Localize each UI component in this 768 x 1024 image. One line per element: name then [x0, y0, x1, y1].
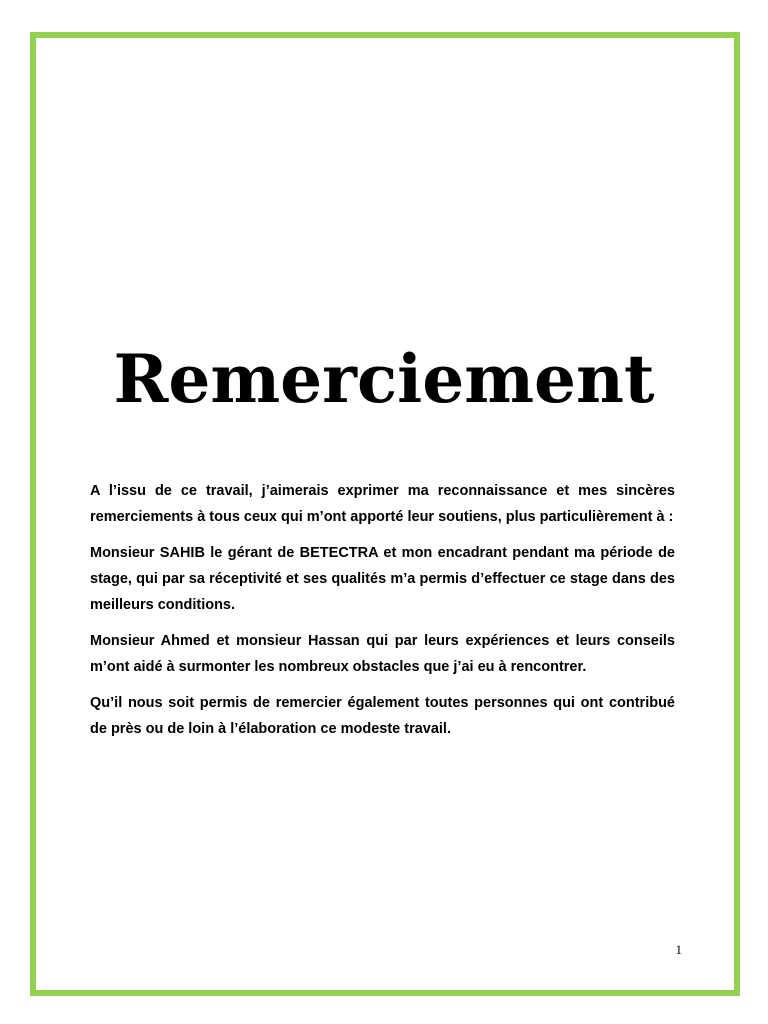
paragraph-advisors: Monsieur Ahmed et monsieur Hassan qui par leurs expériences et leurs conseils m’ont aidé à surmonter les nombreux obstacles que j’ai eu à rencontrer.	[90, 633, 675, 675]
paragraph-intro: A l’issu de ce travail, j’aimerais exprimer ma reconnaissance et mes sincères remerciements à tous ceux qui m’ont apporté leur soutiens, plus particulièrement à :	[90, 483, 675, 525]
paragraph-closing: Qu’il nous soit permis de remercier également toutes personnes qui ont contribué de près ou de loin à l’élaboration ce modeste travail.	[90, 695, 675, 737]
paragraph-supervisor: Monsieur SAHIB le gérant de BETECTRA et mon encadrant pendant ma période de stage, qui par sa réceptivité et ses qualités m’a permis d’effectuer ce stage dans des meilleurs conditions.	[90, 545, 675, 613]
page-number: 1	[675, 942, 682, 957]
page-title: Remerciement	[113, 340, 655, 418]
acknowledgement-body	[90, 478, 675, 752]
